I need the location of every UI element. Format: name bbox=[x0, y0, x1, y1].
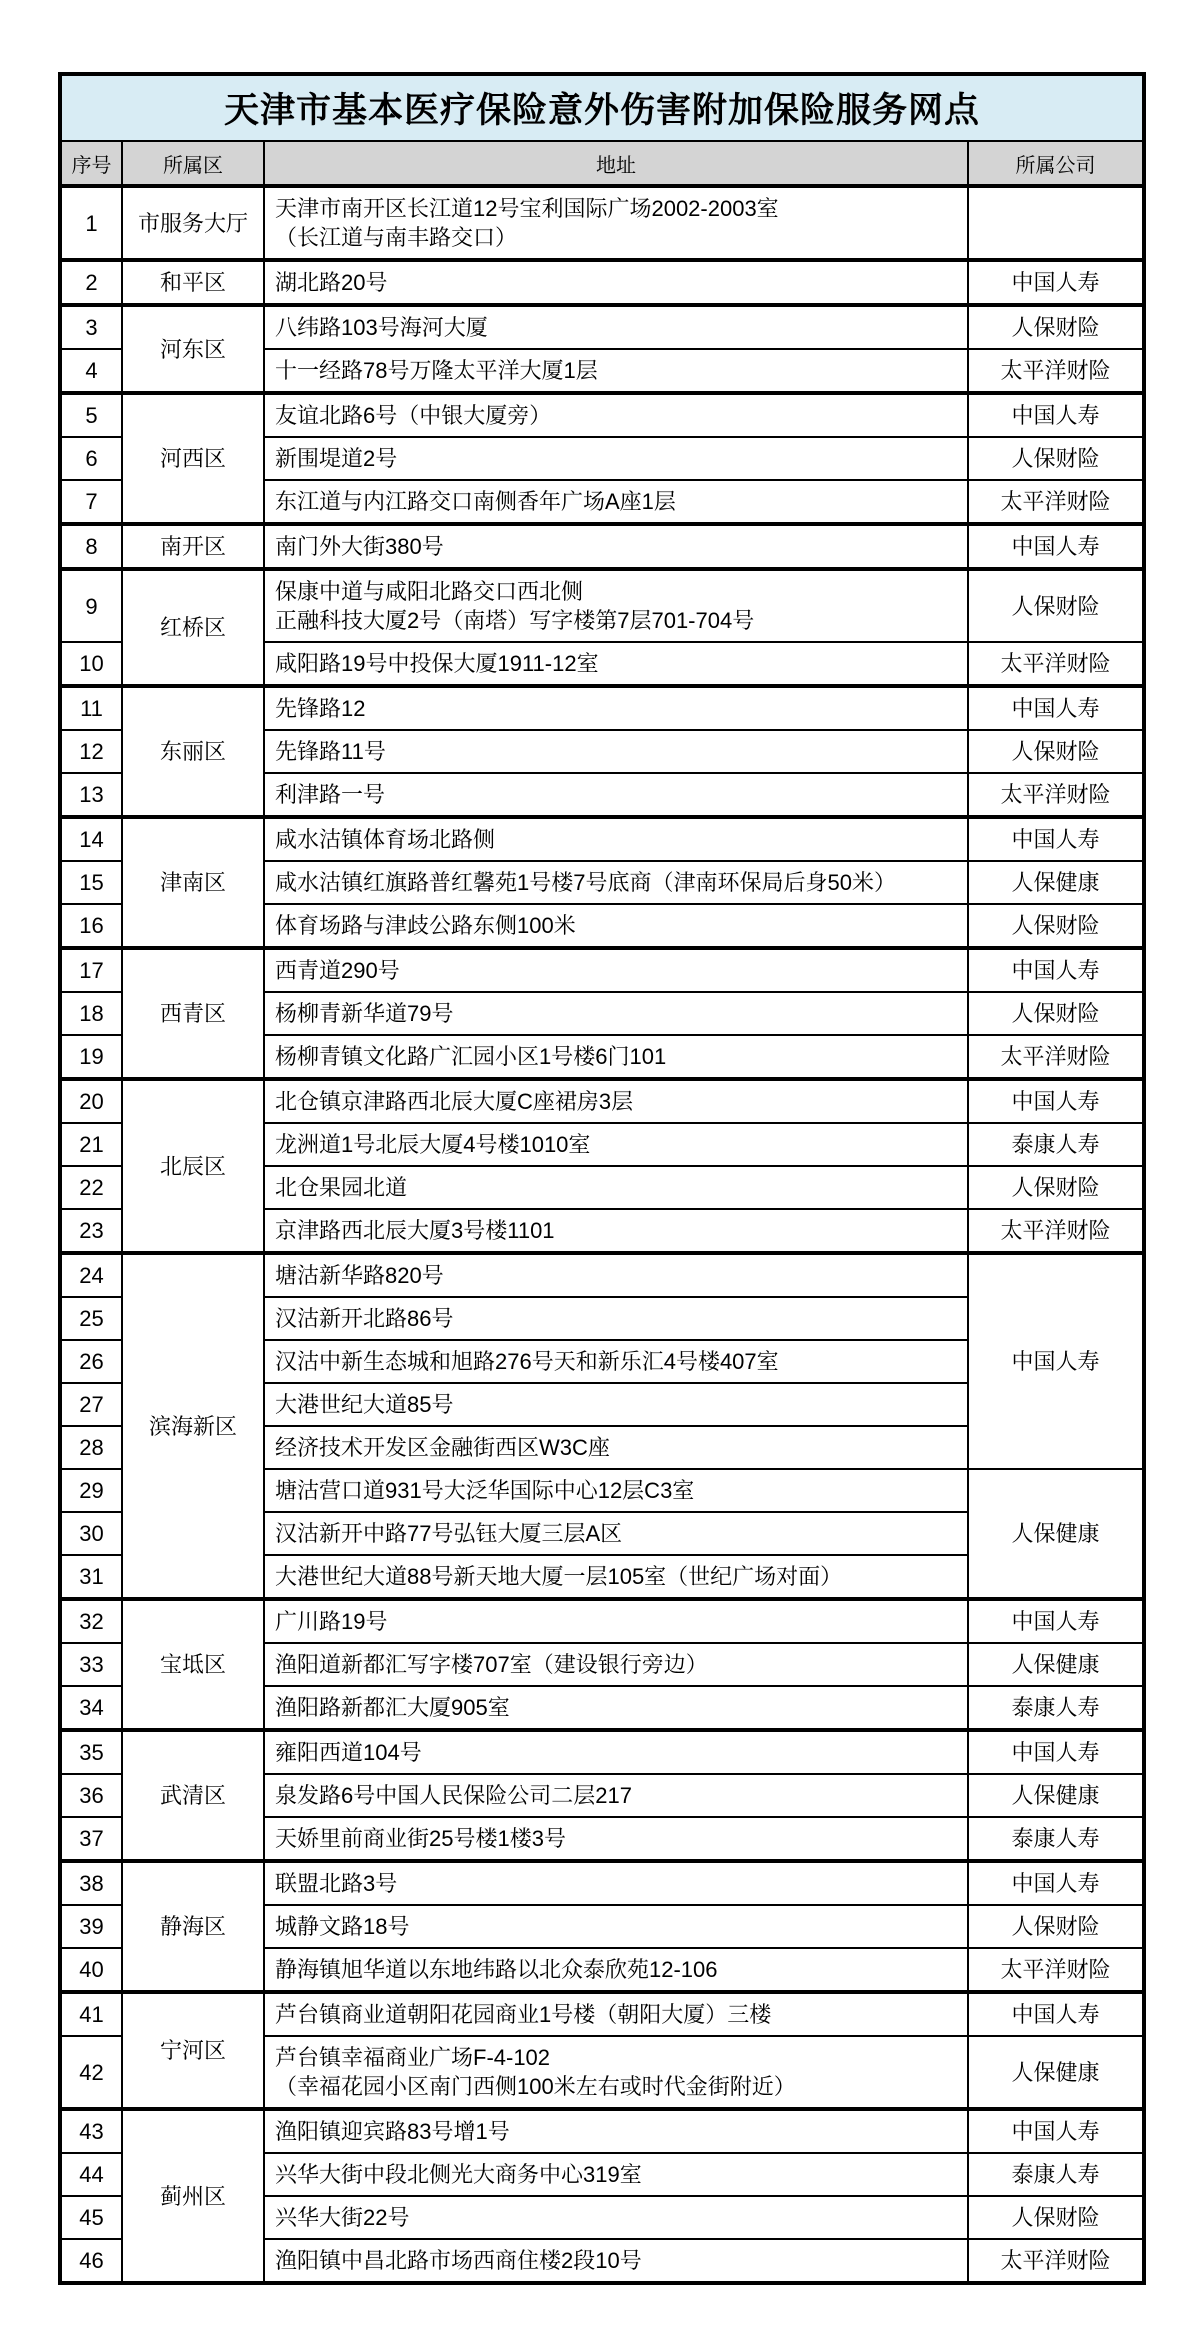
district-cell: 和平区 bbox=[122, 260, 264, 305]
col-header-seq: 序号 bbox=[60, 141, 122, 186]
district-cell: 宝坻区 bbox=[122, 1599, 264, 1730]
address-line: 北仓镇京津路西北辰大厦C座裙房3层 bbox=[275, 1089, 634, 1114]
address-cell bbox=[264, 2153, 968, 2196]
table-row bbox=[60, 1992, 1144, 2036]
table-row bbox=[60, 686, 1144, 730]
address-line: 汉沽中新生态城和旭路276号天和新乐汇4号楼407室 bbox=[275, 1349, 779, 1374]
address-line: 芦台镇商业道朝阳花园商业1号楼（朝阳大厦）三楼 bbox=[275, 2002, 772, 2027]
seq-cell: 12 bbox=[60, 730, 122, 773]
company-cell: 太平洋财险 bbox=[968, 480, 1144, 524]
col-header-district: 所属区 bbox=[122, 141, 264, 186]
seq-cell: 18 bbox=[60, 992, 122, 1035]
address-line: 新围堤道2号 bbox=[275, 446, 398, 471]
address-cell bbox=[264, 437, 968, 480]
address-line: 塘沽新华路820号 bbox=[275, 1263, 444, 1288]
district-cell: 东丽区 bbox=[122, 686, 264, 817]
company-cell: 人保健康 bbox=[968, 1643, 1144, 1686]
seq-cell: 5 bbox=[60, 393, 122, 437]
address-line: 大港世纪大道85号 bbox=[275, 1392, 454, 1417]
address-line: 先锋路12 bbox=[275, 696, 366, 721]
address-line: 广川路19号 bbox=[275, 1609, 388, 1634]
seq-cell: 43 bbox=[60, 2109, 122, 2153]
address-line: 兴华大街22号 bbox=[275, 2205, 410, 2230]
table-row bbox=[60, 305, 1144, 349]
company-cell: 泰康人寿 bbox=[968, 1686, 1144, 1730]
table-row bbox=[60, 569, 1144, 642]
table-row bbox=[60, 1730, 1144, 1774]
address-cell bbox=[264, 1297, 968, 1340]
address-line: 湖北路20号 bbox=[275, 270, 388, 295]
address-cell bbox=[264, 524, 968, 569]
company-cell: 泰康人寿 bbox=[968, 1817, 1144, 1861]
seq-cell: 8 bbox=[60, 524, 122, 569]
company-cell: 太平洋财险 bbox=[968, 773, 1144, 817]
page-title: 天津市基本医疗保险意外伤害附加保险服务网点 bbox=[60, 74, 1144, 141]
address-cell bbox=[264, 1861, 968, 1905]
address-cell bbox=[264, 2109, 968, 2153]
address-cell bbox=[264, 686, 968, 730]
seq-cell: 32 bbox=[60, 1599, 122, 1643]
address-cell bbox=[264, 480, 968, 524]
address-line: 先锋路11号 bbox=[275, 739, 386, 764]
seq-cell: 4 bbox=[60, 349, 122, 393]
company-cell: 中国人寿 bbox=[968, 2109, 1144, 2153]
company-cell: 中国人寿 bbox=[968, 1730, 1144, 1774]
company-cell: 泰康人寿 bbox=[968, 2153, 1144, 2196]
address-cell bbox=[264, 1253, 968, 1297]
address-line: 雍阳西道104号 bbox=[275, 1740, 422, 1765]
seq-cell: 42 bbox=[60, 2036, 122, 2109]
district-cell: 河西区 bbox=[122, 393, 264, 524]
address-line: 联盟北路3号 bbox=[275, 1871, 398, 1896]
seq-cell: 27 bbox=[60, 1383, 122, 1426]
address-cell bbox=[264, 2196, 968, 2239]
address-line: （幸福花园小区南门西侧100米左右或时代金街附近） bbox=[275, 2074, 796, 2099]
company-cell: 中国人寿 bbox=[968, 1599, 1144, 1643]
address-cell bbox=[264, 992, 968, 1035]
district-cell: 蓟州区 bbox=[122, 2109, 264, 2283]
address-cell bbox=[264, 393, 968, 437]
address-line: 大港世纪大道88号新天地大厦一层105室（世纪广场对面） bbox=[275, 1564, 843, 1589]
district-cell: 市服务大厅 bbox=[122, 186, 264, 260]
company-cell bbox=[968, 186, 1144, 260]
table-row bbox=[60, 524, 1144, 569]
address-line: 杨柳青新华道79号 bbox=[275, 1001, 454, 1026]
company-cell: 中国人寿 bbox=[968, 948, 1144, 992]
address-cell bbox=[264, 948, 968, 992]
seq-cell: 46 bbox=[60, 2239, 122, 2283]
address-line: 咸水沽镇红旗路普红馨苑1号楼7号底商（津南环保局后身50米） bbox=[275, 870, 896, 895]
address-line: 咸阳路19号中投保大厦1911-12室 bbox=[275, 651, 599, 676]
address-line: 东江道与内江路交口南侧香年广场A座1层 bbox=[275, 489, 676, 514]
company-cell: 中国人寿 bbox=[968, 1861, 1144, 1905]
company-cell: 太平洋财险 bbox=[968, 1209, 1144, 1253]
address-line: 城静文路18号 bbox=[275, 1914, 410, 1939]
address-line: 正融科技大厦2号（南塔）写字楼第7层701-704号 bbox=[275, 608, 755, 633]
company-cell: 中国人寿 bbox=[968, 1253, 1144, 1469]
address-cell bbox=[264, 260, 968, 305]
address-line: 咸水沽镇体育场北路侧 bbox=[275, 827, 496, 852]
col-header-address: 地址 bbox=[264, 141, 968, 186]
seq-cell: 21 bbox=[60, 1123, 122, 1166]
address-cell bbox=[264, 861, 968, 904]
address-cell bbox=[264, 1555, 968, 1599]
address-cell bbox=[264, 1079, 968, 1123]
address-cell bbox=[264, 1123, 968, 1166]
address-line: 塘沽营口道931号大泛华国际中心12层C3室 bbox=[275, 1478, 695, 1503]
address-line: 泉发路6号中国人民保险公司二层217 bbox=[275, 1783, 632, 1808]
address-cell bbox=[264, 1035, 968, 1079]
company-cell: 中国人寿 bbox=[968, 686, 1144, 730]
address-line: 体育场路与津歧公路东侧100米 bbox=[275, 913, 576, 938]
address-line: 利津路一号 bbox=[275, 782, 386, 807]
table-row bbox=[60, 393, 1144, 437]
company-cell: 中国人寿 bbox=[968, 393, 1144, 437]
seq-cell: 9 bbox=[60, 569, 122, 642]
table-row bbox=[60, 1599, 1144, 1643]
seq-cell: 44 bbox=[60, 2153, 122, 2196]
seq-cell: 2 bbox=[60, 260, 122, 305]
seq-cell: 40 bbox=[60, 1948, 122, 1992]
seq-cell: 16 bbox=[60, 904, 122, 948]
address-cell bbox=[264, 2239, 968, 2283]
address-cell bbox=[264, 773, 968, 817]
address-cell bbox=[264, 1166, 968, 1209]
address-line: 天娇里前商业街25号楼1楼3号 bbox=[275, 1826, 566, 1851]
seq-cell: 35 bbox=[60, 1730, 122, 1774]
seq-cell: 36 bbox=[60, 1774, 122, 1817]
company-cell: 太平洋财险 bbox=[968, 349, 1144, 393]
address-line: 十一经路78号万隆太平洋大厦1层 bbox=[275, 358, 598, 383]
address-cell bbox=[264, 186, 968, 260]
company-cell: 太平洋财险 bbox=[968, 1948, 1144, 1992]
company-cell: 人保财险 bbox=[968, 904, 1144, 948]
address-cell bbox=[264, 1905, 968, 1948]
company-cell: 泰康人寿 bbox=[968, 1123, 1144, 1166]
seq-cell: 20 bbox=[60, 1079, 122, 1123]
seq-cell: 30 bbox=[60, 1512, 122, 1555]
address-line: 杨柳青镇文化路广汇园小区1号楼6门101 bbox=[275, 1044, 667, 1069]
address-line: 芦台镇幸福商业广场F-4-102 bbox=[275, 2045, 551, 2070]
address-cell bbox=[264, 1426, 968, 1469]
table-row bbox=[60, 260, 1144, 305]
address-cell bbox=[264, 1209, 968, 1253]
address-cell bbox=[264, 569, 968, 642]
address-line: 京津路西北辰大厦3号楼1101 bbox=[275, 1218, 555, 1243]
address-cell bbox=[264, 1730, 968, 1774]
district-cell: 河东区 bbox=[122, 305, 264, 393]
company-cell: 人保财险 bbox=[968, 1166, 1144, 1209]
seq-cell: 11 bbox=[60, 686, 122, 730]
address-line: （长江道与南丰路交口） bbox=[275, 225, 518, 250]
company-cell: 中国人寿 bbox=[968, 524, 1144, 569]
address-cell bbox=[264, 349, 968, 393]
title-row bbox=[60, 74, 1144, 141]
address-cell bbox=[264, 1599, 968, 1643]
address-line: 天津市南开区长江道12号宝利国际广场2002-2003室 bbox=[275, 196, 779, 221]
company-cell: 人保健康 bbox=[968, 1774, 1144, 1817]
company-cell: 太平洋财险 bbox=[968, 1035, 1144, 1079]
header-row bbox=[60, 141, 1144, 186]
district-cell: 南开区 bbox=[122, 524, 264, 569]
seq-cell: 24 bbox=[60, 1253, 122, 1297]
table-row bbox=[60, 1861, 1144, 1905]
address-line: 北仓果园北道 bbox=[275, 1175, 408, 1200]
address-cell bbox=[264, 1340, 968, 1383]
table-row bbox=[60, 1253, 1144, 1297]
address-cell bbox=[264, 1992, 968, 2036]
address-line: 西青道290号 bbox=[275, 958, 400, 983]
address-line: 南门外大街380号 bbox=[275, 534, 444, 559]
seq-cell: 10 bbox=[60, 642, 122, 686]
seq-cell: 23 bbox=[60, 1209, 122, 1253]
address-line: 渔阳镇迎宾路83号增1号 bbox=[275, 2119, 510, 2144]
seq-cell: 28 bbox=[60, 1426, 122, 1469]
seq-cell: 17 bbox=[60, 948, 122, 992]
company-cell: 中国人寿 bbox=[968, 1079, 1144, 1123]
address-line: 八纬路103号海河大厦 bbox=[275, 315, 488, 340]
company-cell: 太平洋财险 bbox=[968, 642, 1144, 686]
address-line: 静海镇旭华道以东地纬路以北众泰欣苑12-106 bbox=[275, 1957, 718, 1982]
district-cell: 静海区 bbox=[122, 1861, 264, 1992]
col-header-company: 所属公司 bbox=[968, 141, 1144, 186]
seq-cell: 13 bbox=[60, 773, 122, 817]
address-cell bbox=[264, 1774, 968, 1817]
company-cell: 中国人寿 bbox=[968, 260, 1144, 305]
seq-cell: 19 bbox=[60, 1035, 122, 1079]
company-cell: 人保财险 bbox=[968, 730, 1144, 773]
table-row bbox=[60, 2109, 1144, 2153]
seq-cell: 22 bbox=[60, 1166, 122, 1209]
service-network-table bbox=[58, 72, 1146, 2285]
seq-cell: 29 bbox=[60, 1469, 122, 1512]
seq-cell: 1 bbox=[60, 186, 122, 260]
address-cell bbox=[264, 2036, 968, 2109]
company-cell: 人保财险 bbox=[968, 437, 1144, 480]
district-cell: 红桥区 bbox=[122, 569, 264, 686]
seq-cell: 26 bbox=[60, 1340, 122, 1383]
seq-cell: 7 bbox=[60, 480, 122, 524]
address-cell bbox=[264, 642, 968, 686]
address-line: 友谊北路6号（中银大厦旁） bbox=[275, 403, 552, 428]
company-cell: 人保财险 bbox=[968, 569, 1144, 642]
seq-cell: 25 bbox=[60, 1297, 122, 1340]
address-cell bbox=[264, 1512, 968, 1555]
company-cell: 人保健康 bbox=[968, 2036, 1144, 2109]
company-cell: 人保健康 bbox=[968, 1469, 1144, 1599]
address-line: 龙洲道1号北辰大厦4号楼1010室 bbox=[275, 1132, 591, 1157]
address-cell bbox=[264, 817, 968, 861]
district-cell: 滨海新区 bbox=[122, 1253, 264, 1599]
company-cell: 人保财险 bbox=[968, 992, 1144, 1035]
address-line: 保康中道与咸阳北路交口西北侧 bbox=[275, 579, 584, 604]
address-cell bbox=[264, 1643, 968, 1686]
address-cell bbox=[264, 305, 968, 349]
table-row bbox=[60, 948, 1144, 992]
seq-cell: 33 bbox=[60, 1643, 122, 1686]
seq-cell: 6 bbox=[60, 437, 122, 480]
address-cell bbox=[264, 730, 968, 773]
seq-cell: 39 bbox=[60, 1905, 122, 1948]
company-cell: 中国人寿 bbox=[968, 817, 1144, 861]
company-cell: 太平洋财险 bbox=[968, 2239, 1144, 2283]
district-cell: 宁河区 bbox=[122, 1992, 264, 2109]
company-cell: 人保财险 bbox=[968, 2196, 1144, 2239]
address-cell bbox=[264, 1686, 968, 1730]
seq-cell: 15 bbox=[60, 861, 122, 904]
address-cell bbox=[264, 1817, 968, 1861]
seq-cell: 31 bbox=[60, 1555, 122, 1599]
table-row bbox=[60, 186, 1144, 260]
company-cell: 人保财险 bbox=[968, 305, 1144, 349]
district-cell: 津南区 bbox=[122, 817, 264, 948]
seq-cell: 45 bbox=[60, 2196, 122, 2239]
company-cell: 人保财险 bbox=[968, 1905, 1144, 1948]
address-line: 经济技术开发区金融街西区W3C座 bbox=[275, 1435, 610, 1460]
address-cell bbox=[264, 1469, 968, 1512]
district-cell: 北辰区 bbox=[122, 1079, 264, 1253]
address-line: 渔阳道新都汇写字楼707室（建设银行旁边） bbox=[275, 1652, 708, 1677]
table-body bbox=[60, 186, 1144, 2283]
table-row bbox=[60, 817, 1144, 861]
address-line: 渔阳路新都汇大厦905室 bbox=[275, 1695, 510, 1720]
address-line: 汉沽新开中路77号弘钰大厦三层A区 bbox=[275, 1521, 623, 1546]
seq-cell: 37 bbox=[60, 1817, 122, 1861]
address-cell bbox=[264, 1948, 968, 1992]
seq-cell: 3 bbox=[60, 305, 122, 349]
seq-cell: 14 bbox=[60, 817, 122, 861]
table-row bbox=[60, 1079, 1144, 1123]
seq-cell: 34 bbox=[60, 1686, 122, 1730]
address-line: 渔阳镇中昌北路市场西商住楼2段10号 bbox=[275, 2248, 642, 2273]
address-line: 汉沽新开北路86号 bbox=[275, 1306, 454, 1331]
seq-cell: 38 bbox=[60, 1861, 122, 1905]
address-cell bbox=[264, 1383, 968, 1426]
seq-cell: 41 bbox=[60, 1992, 122, 2036]
district-cell: 西青区 bbox=[122, 948, 264, 1079]
company-cell: 人保健康 bbox=[968, 861, 1144, 904]
district-cell: 武清区 bbox=[122, 1730, 264, 1861]
company-cell: 中国人寿 bbox=[968, 1992, 1144, 2036]
address-line: 兴华大街中段北侧光大商务中心319室 bbox=[275, 2162, 642, 2187]
address-cell bbox=[264, 904, 968, 948]
